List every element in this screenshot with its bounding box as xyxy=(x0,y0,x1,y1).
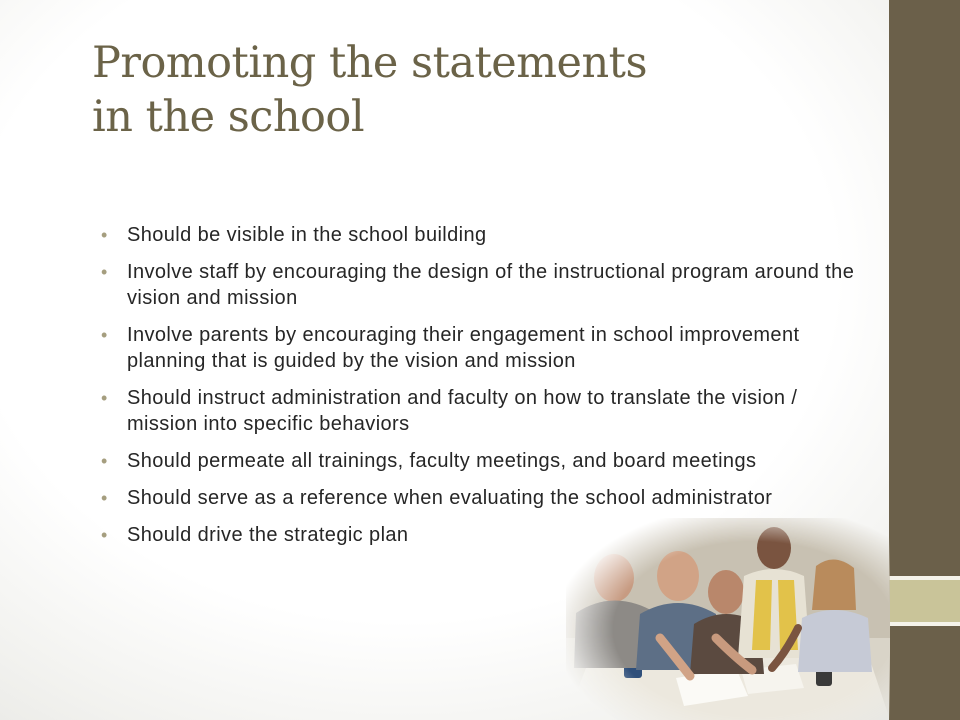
bullet-item xyxy=(100,222,870,248)
bullet-text: Should serve as a reference when evaluating the school administrator xyxy=(127,487,773,509)
bullet-item xyxy=(100,322,870,374)
bullet-dot-icon: • xyxy=(101,525,108,545)
bullet-item xyxy=(100,485,870,511)
bullet-item xyxy=(100,259,870,311)
bullet-text: Should be visible in the school building xyxy=(127,224,487,246)
bullet-item xyxy=(100,385,870,437)
bullet-text: Should permeate all trainings, faculty meetings, and board meetings xyxy=(127,450,757,472)
bullet-list xyxy=(100,222,870,559)
bullet-dot-icon: • xyxy=(101,262,108,282)
bullet-dot-icon: • xyxy=(101,225,108,245)
bullet-text: Should drive the strategic plan xyxy=(127,524,409,546)
bullet-text: Involve parents by encouraging their engagement in school improvement planning that is guided by the vision and mission xyxy=(127,324,800,372)
bullet-dot-icon: • xyxy=(101,488,108,508)
bullet-dot-icon: • xyxy=(101,325,108,345)
side-accent-block xyxy=(889,580,960,622)
bullet-text: Involve staff by encouraging the design of the instructional program around the vision and mission xyxy=(127,261,855,309)
bullet-dot-icon: • xyxy=(101,451,108,471)
bullet-text: Should instruct administration and faculty on how to translate the vision / mission into specific behaviors xyxy=(127,387,798,435)
bullet-dot-icon: • xyxy=(101,388,108,408)
slide-title xyxy=(92,36,852,144)
bullet-item xyxy=(100,448,870,474)
side-accent-stripe-bottom xyxy=(889,622,960,626)
title-line-2: in the school xyxy=(92,92,365,142)
team-meeting-photo xyxy=(566,518,890,720)
title-line-1: Promoting the statements xyxy=(92,38,648,88)
